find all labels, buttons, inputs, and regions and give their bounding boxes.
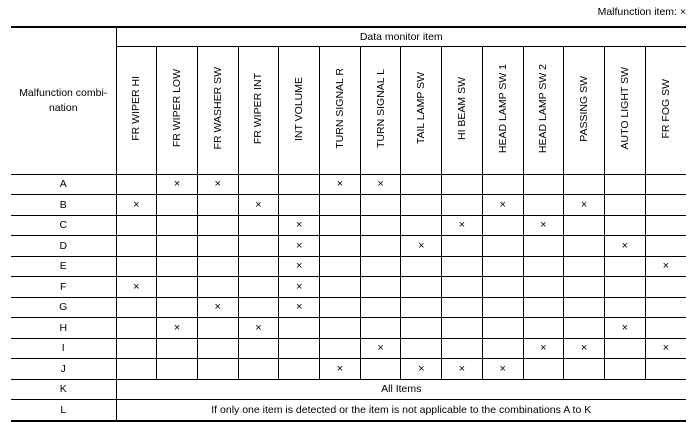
cell (279, 174, 320, 195)
table-row (11, 318, 686, 339)
item-header-label: FR WASHER SW (211, 67, 224, 150)
item-header-fr-fog-sw (645, 46, 686, 174)
cell (279, 195, 320, 216)
row-label: C (11, 215, 116, 236)
malfunction-mark: × (295, 280, 303, 293)
item-header-label: INT VOLUME (293, 76, 306, 141)
cell (442, 297, 483, 318)
cell (360, 215, 401, 236)
cell (482, 318, 523, 339)
cell (482, 297, 523, 318)
table-row (11, 215, 686, 236)
cell (320, 195, 361, 216)
malfunction-mark: × (295, 260, 303, 273)
cell (197, 359, 238, 380)
cell (442, 215, 483, 236)
cell (360, 256, 401, 277)
malfunction-mark: × (336, 362, 344, 375)
malfunction-legend: Malfunction item: × (597, 6, 686, 18)
item-header-label: TURN SIGNAL L (374, 69, 387, 148)
row-label: A (11, 174, 116, 195)
cell (442, 318, 483, 339)
cell (238, 195, 279, 216)
table-row (11, 277, 686, 298)
item-header-hi-beam-sw (442, 46, 483, 174)
cell (482, 338, 523, 359)
cell (401, 338, 442, 359)
cell (116, 277, 157, 298)
cell (197, 318, 238, 339)
cell (482, 256, 523, 277)
cell (523, 236, 564, 257)
cell (401, 215, 442, 236)
cell (604, 359, 645, 380)
cell (604, 215, 645, 236)
cell (197, 297, 238, 318)
cell (604, 195, 645, 216)
cell (238, 359, 279, 380)
cell (442, 195, 483, 216)
item-header-fr-wiper-low (157, 46, 198, 174)
cell (116, 256, 157, 277)
cell (116, 236, 157, 257)
item-header-head-lamp-sw-1 (482, 46, 523, 174)
cell (482, 174, 523, 195)
cell (523, 256, 564, 277)
table-row (11, 174, 686, 195)
cell (645, 338, 686, 359)
cell (523, 359, 564, 380)
cell (320, 236, 361, 257)
cell (564, 277, 605, 298)
cell (197, 256, 238, 277)
row-label: K (11, 379, 116, 400)
item-header-fr-wiper-int (238, 46, 279, 174)
cell (279, 256, 320, 277)
cell (116, 297, 157, 318)
cell (116, 195, 157, 216)
cell (197, 277, 238, 298)
cell (360, 318, 401, 339)
row-label: B (11, 195, 116, 216)
data-monitor-header (116, 27, 686, 46)
cell (320, 297, 361, 318)
table-row (11, 195, 686, 216)
item-header-auto-light-sw (604, 46, 645, 174)
cell (401, 359, 442, 380)
cell (604, 297, 645, 318)
cell (401, 277, 442, 298)
cell (604, 256, 645, 277)
cell (645, 277, 686, 298)
malfunction-mark: × (336, 178, 344, 191)
cell (442, 359, 483, 380)
cell (116, 215, 157, 236)
malfunction-mark: × (295, 219, 303, 232)
cell (238, 318, 279, 339)
cell (482, 236, 523, 257)
data-monitor-table (11, 26, 686, 422)
malfunction-mark: × (214, 301, 221, 314)
cell (523, 195, 564, 216)
cell (238, 236, 279, 257)
cell (442, 277, 483, 298)
cell (442, 174, 483, 195)
cell (238, 174, 279, 195)
malfunction-mark: × (499, 198, 506, 211)
cell (279, 215, 320, 236)
malfunction-mark: × (377, 178, 384, 191)
cell (564, 256, 605, 277)
cell (279, 297, 320, 318)
malfunction-mark: × (621, 321, 629, 334)
cell (401, 195, 442, 216)
malfunction-mark: × (173, 321, 181, 334)
cell (564, 195, 605, 216)
cell (604, 174, 645, 195)
malfunction-mark: × (580, 342, 588, 355)
cell (360, 195, 401, 216)
cell (157, 195, 198, 216)
item-header-turn-signal-l (360, 46, 401, 174)
cell (482, 277, 523, 298)
cell (645, 359, 686, 380)
cell (645, 174, 686, 195)
item-header-label: TAIL LAMP SW (415, 72, 428, 145)
malfunction-mark: × (418, 239, 425, 252)
item-header-turn-signal-r (320, 46, 361, 174)
item-header-label: HEAD LAMP SW 1 (496, 63, 509, 154)
cell (238, 256, 279, 277)
cell (320, 256, 361, 277)
cell (197, 338, 238, 359)
header-group-row (11, 27, 686, 46)
cell (645, 195, 686, 216)
cell (320, 277, 361, 298)
item-header-int-volume (279, 46, 320, 174)
malfunction-mark: × (662, 342, 670, 355)
cell (401, 318, 442, 339)
row-label: G (11, 297, 116, 318)
item-header-label: TURN SIGNAL R (333, 68, 346, 149)
span-row (11, 379, 686, 400)
cell (442, 236, 483, 257)
cell (157, 236, 198, 257)
cell (360, 236, 401, 257)
cell (279, 236, 320, 257)
span-row-text: All Items (116, 379, 686, 400)
cell (157, 338, 198, 359)
cell (157, 215, 198, 236)
malfunction-mark: × (133, 198, 140, 211)
table-row (11, 236, 686, 257)
cell (645, 236, 686, 257)
cell (238, 297, 279, 318)
row-label: D (11, 236, 116, 257)
row-label: J (11, 359, 116, 380)
cell (279, 318, 320, 339)
item-header-passing-sw (564, 46, 605, 174)
span-row (11, 400, 686, 421)
cell (564, 297, 605, 318)
cell (401, 236, 442, 257)
item-header-tail-lamp-sw (401, 46, 442, 174)
item-header-label: FR WIPER HI (130, 76, 143, 141)
malfunction-mark: × (133, 280, 140, 293)
malfunction-mark: × (458, 362, 466, 375)
malfunction-mark: × (662, 260, 670, 273)
item-header-label: HI BEAM SW (455, 76, 468, 140)
cell (279, 338, 320, 359)
row-label: E (11, 256, 116, 277)
cell (401, 256, 442, 277)
cell (523, 297, 564, 318)
cell (238, 215, 279, 236)
cell (279, 277, 320, 298)
malfunction-mark: × (540, 219, 547, 232)
cell (238, 277, 279, 298)
cell (157, 359, 198, 380)
item-header-label: AUTO LIGHT SW (618, 67, 631, 150)
malfunction-mark: × (255, 321, 262, 334)
item-header-label: FR FOG SW (659, 78, 672, 139)
cell (116, 174, 157, 195)
cell (197, 174, 238, 195)
row-label: H (11, 318, 116, 339)
item-header-fr-washer-sw (197, 46, 238, 174)
item-header-label: PASSING SW (578, 75, 591, 142)
cell (401, 174, 442, 195)
cell (564, 215, 605, 236)
cell (157, 277, 198, 298)
cell (360, 359, 401, 380)
cell (360, 297, 401, 318)
cell (401, 297, 442, 318)
cell (645, 215, 686, 236)
cell (116, 318, 157, 339)
cell (279, 359, 320, 380)
cell (523, 338, 564, 359)
cell (604, 277, 645, 298)
cell (564, 236, 605, 257)
cell (645, 256, 686, 277)
malfunction-mark: × (621, 239, 629, 252)
cell (360, 174, 401, 195)
cell (360, 277, 401, 298)
cell (320, 215, 361, 236)
cell (157, 297, 198, 318)
cell (157, 256, 198, 277)
cell (604, 318, 645, 339)
cell (320, 318, 361, 339)
item-header-label: FR WIPER LOW (171, 69, 184, 148)
cell (523, 318, 564, 339)
cell (523, 215, 564, 236)
cell (116, 359, 157, 380)
cell (564, 174, 605, 195)
span-row-text: If only one item is detected or the item is not applicable to the combinations A to K (116, 400, 686, 421)
cell (482, 195, 523, 216)
malfunction-mark: × (255, 198, 262, 211)
cell (157, 318, 198, 339)
malfunction-mark: × (377, 342, 384, 355)
cell (157, 174, 198, 195)
malfunction-mark: × (458, 219, 466, 232)
cell (197, 236, 238, 257)
malfunction-mark: × (499, 362, 506, 375)
row-label: F (11, 277, 116, 298)
combination-header-label: Malfunction combi-nation (19, 86, 108, 114)
cell (604, 236, 645, 257)
cell (197, 195, 238, 216)
cell (523, 277, 564, 298)
malfunction-mark: × (173, 178, 181, 191)
table-body (11, 174, 686, 421)
malfunction-mark: × (580, 198, 588, 211)
combination-header (11, 27, 116, 174)
cell (442, 338, 483, 359)
table-row (11, 256, 686, 277)
table-row (11, 297, 686, 318)
cell (442, 256, 483, 277)
cell (320, 174, 361, 195)
malfunction-mark: × (418, 362, 425, 375)
row-label: I (11, 338, 116, 359)
malfunction-mark: × (295, 239, 303, 252)
item-header-label: HEAD LAMP SW 2 (537, 63, 550, 154)
cell (116, 338, 157, 359)
malfunction-mark: × (540, 342, 547, 355)
cell (482, 215, 523, 236)
cell (645, 297, 686, 318)
data-monitor-header-label: Data monitor item (359, 30, 443, 43)
table-row (11, 338, 686, 359)
item-header-fr-wiper-hi (116, 46, 157, 174)
table-row (11, 359, 686, 380)
cell (604, 338, 645, 359)
cell (320, 359, 361, 380)
cell (645, 318, 686, 339)
cell (564, 318, 605, 339)
item-header-head-lamp-sw-2 (523, 46, 564, 174)
cell (238, 338, 279, 359)
cell (197, 215, 238, 236)
malfunction-mark: × (295, 301, 303, 314)
malfunction-mark: × (214, 178, 221, 191)
cell (564, 359, 605, 380)
cell (320, 338, 361, 359)
cell (523, 174, 564, 195)
cell (482, 359, 523, 380)
row-label: L (11, 400, 116, 421)
cell (360, 338, 401, 359)
item-header-label: FR WIPER INT (252, 72, 265, 145)
cell (564, 338, 605, 359)
